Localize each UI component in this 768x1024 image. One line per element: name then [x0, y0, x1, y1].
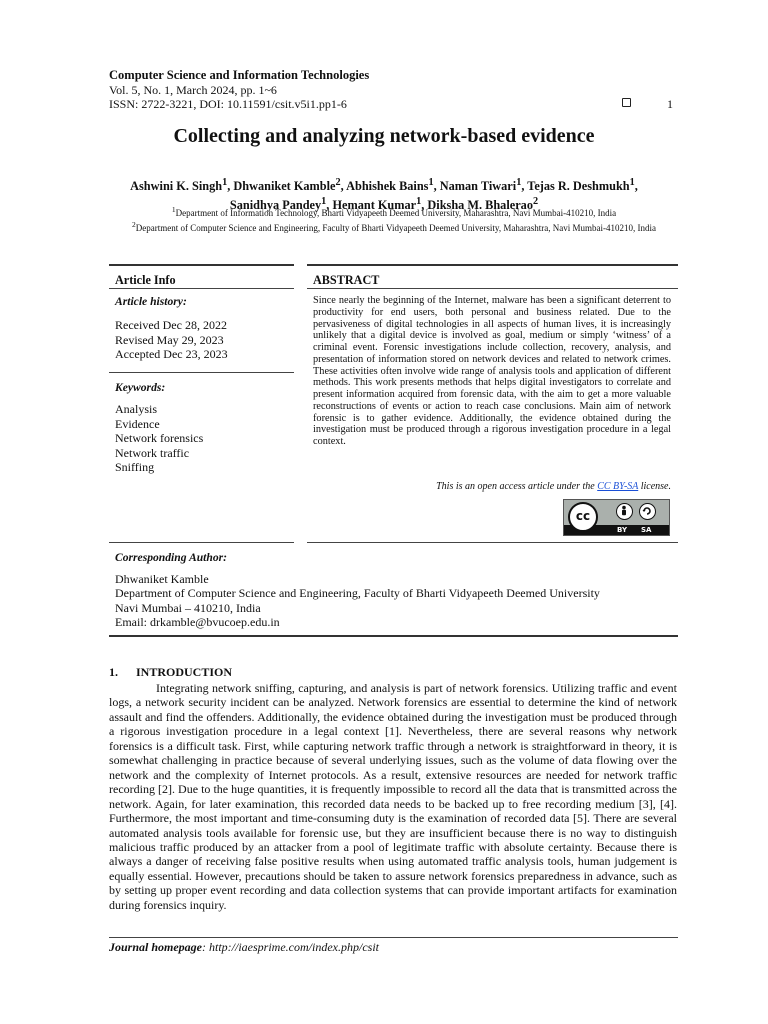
by-label: BY [617, 526, 628, 534]
divider [109, 635, 678, 637]
keyword: Sniffing [115, 460, 155, 475]
author-email: Email: drkamble@bvucoep.edu.in [115, 615, 280, 630]
affiliations [110, 204, 678, 234]
share-alike-icon [639, 503, 656, 520]
keyword: Evidence [115, 416, 160, 431]
author: Tejas R. Deshmukh$^1$, [527, 177, 638, 194]
introduction-body: Integrating network sniffing, capturing, and analysis is part of network forensics. Utilizing traffic and event logs, a network security incident can be analyzed. Network forensics are essential to determine the kind of network assault and find the offenders. Additionally, the evidence obtained during the investigation must be produced through a rigorous investigation procedure in a legal context [1]. Nevertheless, there are several reasons why network forensics is a difficult task. First, while capturing network traffic through a network is straightforward in theory, it is somewhat challenging in practice because of several underlying issues, such as the volume of data flowing over the network and the complexity of Internet protocols. As a result, extensive resources are needed for network traffic recording [2]. Due to the huge quantities, it is frequently impossible to record all the data that is transmitted across the network. Again, for later examination, this recorded data needs to be backed up to free recording medium [3], [4]. Furthermore, the most important and time-consuming duty is the examination of recorded data [5]. There are several automated analysis tools available for forensic use, but they are insufficient because there is no way to distinguish malicious traffic produced by an attacker from a pool of legitimate traffic with absolute certainty. Because there is always a danger of receiving false positive results when using automated traffic analysis tools, human judgement is equally essential. However, precautions should be taken to assure network forensics preparedness in advance, such as by setting up proper event recording and data collection systems that can provide important artifacts for examination during forensics inquiry. [109, 681, 677, 912]
license-note: This is an open access article under the CC BY-SA license. [436, 481, 671, 492]
divider [307, 264, 678, 266]
divider [307, 542, 678, 543]
accepted-date: Accepted Dec 23, 2023 [115, 347, 228, 362]
divider [109, 542, 294, 543]
divider [109, 372, 294, 373]
keyword: Network forensics [115, 431, 204, 446]
journal-name: Computer Science and Information Technologies [109, 68, 370, 82]
keywords-heading: Keywords: [115, 381, 166, 394]
divider [109, 264, 294, 266]
author: Sanidhya Pandey$^1$, [229, 196, 333, 213]
keyword: Network traffic [115, 445, 190, 460]
revised-date: Revised May 29, 2023 [115, 332, 224, 347]
issn-doi: ISSN: 2722-3221, DOI: 10.11591/csit.v5i1.pp1-6 [109, 97, 347, 111]
journal-homepage: Journal homepage: http://iaesprime.com/index.php/csit [109, 940, 379, 954]
article-history [115, 318, 228, 362]
article-history-heading: Article history: [115, 295, 187, 308]
corresponding-author-heading: Corresponding Author: [115, 551, 228, 564]
footer-rule [109, 937, 678, 938]
author-department: Department of Computer Science and Engineering, Faculty of Bharti Vidyapeeth Deemed University [115, 586, 600, 601]
cc-icon: cc [568, 502, 598, 532]
sa-label: SA [641, 526, 652, 534]
keyword: Analysis [115, 402, 157, 416]
homepage-url[interactable]: : http://iaesprime.com/index.php/csit [202, 940, 379, 954]
author: Abhishek Bains$^1$, [346, 177, 440, 194]
attribution-icon [616, 503, 633, 520]
abstract-body: Since nearly the beginning of the Internet, malware has been a significant deterrent to productivity for end users, both personal and business related. Due to the pervasiveness of digital technologies in all aspects of human lives, it is increasingly unlikely that a digital device is involved as goal, medium or simply ‘witness’ of a criminal event. Forensic investigations include collection, recovery, analysis, and presentation of information stored on network devices and related to network crimes. These activities often involve wide range of analysis tools and application of different methods. This work presents methods that helps digital investigators to correlate and present information acquired from forensic data, with the aim to get a more valuable reconstructions of events or action to reach case conclusions. Main aim of network forensic is to gather evidence. Additionally, the evidence obtained during the investigation must be produced through a rigorous investigation procedure in a legal context. [313, 295, 671, 447]
author-name: Dhwaniket Kamble [115, 572, 209, 586]
affiliation: $^1$Department of Information Technology, Bharti Vidyapeeth Deemed University, Maharashtra, Navi Mumbai-410210, India [171, 205, 617, 218]
divider [109, 288, 294, 289]
author: Naman Tiwari$^1$, [439, 177, 528, 194]
author: Dhwaniket Kamble$^2$, [233, 177, 347, 194]
cc-by-sa-badge-icon[interactable] [563, 499, 670, 536]
author: Diksha M. Bhalerao$^2$ [427, 196, 539, 213]
received-date: Received Dec 28, 2022 [115, 318, 227, 332]
paper-title: Collecting and analyzing network-based evidence [173, 125, 595, 147]
author: Hemant Kumar$^1$, [332, 196, 428, 213]
affiliation: $^2$Department of Computer Science and Engineering, Faculty of Bharti Vidyapeeth Deemed University, Maharashtra, Navi Mumbai-410210, India [131, 220, 657, 234]
article-info-heading: Article Info [115, 273, 176, 287]
author-city: Navi Mumbai – 410210, India [115, 600, 261, 615]
square-icon [622, 98, 631, 107]
volume-info: Vol. 5, No. 1, March 2024, pp. 1~6 [109, 83, 277, 97]
cc-by-sa-link[interactable]: CC BY-SA [597, 481, 639, 492]
divider [307, 288, 678, 289]
corresponding-author-details [115, 572, 600, 630]
keyword-list [115, 402, 203, 475]
author: Ashwini K. Singh$^1$, [130, 177, 234, 194]
section-heading: 1. INTRODUCTION [109, 665, 233, 679]
page-number: 1 [667, 97, 673, 111]
abstract-heading: ABSTRACT [313, 273, 380, 287]
